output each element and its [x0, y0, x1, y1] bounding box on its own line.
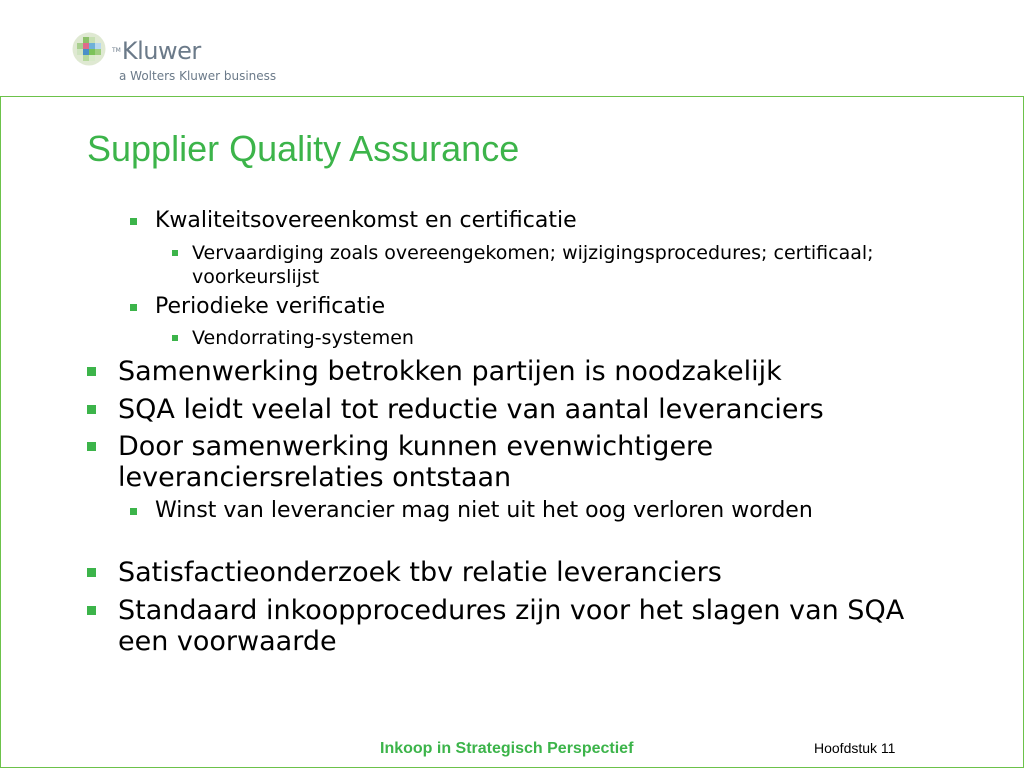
bullet-text: Kwaliteitsovereenkomst en certificatie	[155, 208, 577, 233]
logo-tagline: a Wolters Kluwer business	[119, 69, 277, 83]
bullet-marker	[87, 606, 96, 615]
bullet-item	[192, 326, 952, 350]
bullet-item	[118, 394, 958, 425]
footer-title: Inkoop in Strategisch Perspectief	[380, 740, 634, 757]
bullet-marker	[172, 335, 178, 341]
bullet-item	[118, 557, 958, 588]
bullet-text: Door samenwerking kunnen evenwichtigere leveranciersrelaties ontstaan	[118, 431, 714, 493]
bullet-item	[118, 431, 838, 493]
bullet-text: Standaard inkoopprocedures zijn voor het slagen van SQA een voorwaarde	[118, 595, 905, 657]
footer-chapter: Hoofdstuk 11	[814, 740, 896, 756]
bullet-marker	[130, 304, 137, 311]
bullet-item	[155, 498, 895, 524]
bullet-text: Winst van leverancier mag niet uit het oog verloren worden	[155, 498, 813, 523]
slide-title: Supplier Quality Assurance	[87, 128, 520, 169]
bullet-item	[155, 208, 935, 234]
bullet-marker	[130, 218, 137, 225]
bullet-marker	[87, 568, 96, 577]
kluwer-logo-mark-icon	[72, 32, 106, 66]
bullet-marker	[172, 250, 178, 256]
bullet-item	[118, 356, 958, 387]
bullet-text: Vervaardiging zoals overeengekomen; wijzigingsprocedures; certificaal; voorkeurslijst	[192, 242, 874, 288]
bullet-item	[192, 241, 952, 289]
bullet-marker	[130, 508, 137, 515]
bullet-marker	[87, 442, 96, 451]
bullet-text: Samenwerking betrokken partijen is noodzakelijk	[118, 356, 782, 387]
bullet-text: Vendorrating-systemen	[192, 327, 414, 349]
bullet-item	[155, 294, 935, 320]
logo-trademark: TM	[112, 47, 121, 54]
bullet-marker	[87, 367, 96, 376]
bullet-item	[118, 595, 918, 657]
bullet-text: SQA leidt veelal tot reductie van aantal leveranciers	[118, 394, 824, 425]
bullet-text: Periodieke verificatie	[155, 294, 386, 319]
bullet-marker	[87, 405, 96, 414]
logo-name: Kluwer	[121, 37, 201, 65]
bullet-text: Satisfactieonderzoek tbv relatie leveranciers	[118, 557, 722, 588]
kluwer-logo	[72, 32, 312, 88]
logo-wordmark	[112, 37, 201, 65]
